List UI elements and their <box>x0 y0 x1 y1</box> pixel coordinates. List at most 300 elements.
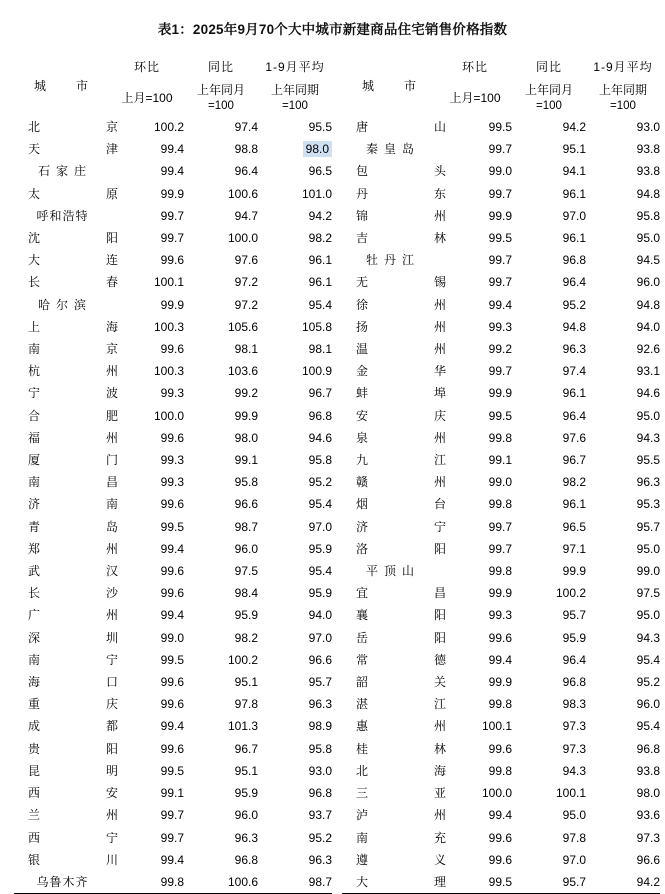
value-yoy: 95.1 <box>234 675 258 690</box>
value-yoy: 96.8 <box>234 852 258 867</box>
value-mom: 99.0 <box>488 475 512 490</box>
value-avg: 93.1 <box>636 364 660 379</box>
city-name-cell <box>342 205 461 227</box>
value-avg: 96.7 <box>308 386 332 401</box>
header-group-yoy-right: 同比 <box>535 60 562 74</box>
value-mom: 99.4 <box>160 541 184 556</box>
city-name-cell <box>14 493 133 515</box>
city-name: 乌鲁木齐 <box>36 874 89 889</box>
value-avg: 95.7 <box>308 675 332 690</box>
city-name-cell <box>14 249 133 271</box>
city-name-cell <box>342 471 461 493</box>
city-name: 大 连 <box>28 253 133 268</box>
header-sub-avg-right <box>586 80 660 116</box>
value-avg: 95.0 <box>636 231 660 246</box>
value-avg: 94.2 <box>586 871 660 894</box>
value-avg: 95.0 <box>636 541 660 556</box>
table-header-groups <box>14 54 332 80</box>
value-avg: 94.3 <box>636 430 660 445</box>
value-mom: 99.4 <box>160 142 184 157</box>
table-row <box>14 649 332 671</box>
city-name-cell <box>14 649 133 671</box>
city-name: 秦皇岛 <box>365 142 420 157</box>
city-name: 北 海 <box>356 763 461 778</box>
value-mom: 100.0 <box>481 786 512 801</box>
city-name-cell <box>342 560 438 582</box>
city-name: 无 锡 <box>356 275 461 290</box>
table-row <box>14 116 332 138</box>
city-name-cell <box>342 760 461 782</box>
price-table-right <box>342 54 660 894</box>
value-mom: 100.0 <box>153 408 184 423</box>
city-name: 郑 州 <box>28 541 133 556</box>
value-mom: 99.5 <box>438 871 512 894</box>
table-row <box>342 693 660 715</box>
value-avg: 95.4 <box>308 297 332 312</box>
table-row <box>342 871 660 894</box>
value-avg: 96.6 <box>636 852 660 867</box>
value-yoy: 99.9 <box>562 564 586 579</box>
city-name: 温 州 <box>356 342 461 357</box>
value-mom: 99.5 <box>160 519 184 534</box>
table-row <box>342 827 660 849</box>
header-sub-yoy-line1-right: 上年同月 <box>524 83 573 97</box>
city-name: 海 口 <box>28 675 133 690</box>
table-row <box>342 183 660 205</box>
value-avg: 95.4 <box>308 564 332 579</box>
value-avg: 96.0 <box>636 697 660 712</box>
table-row <box>14 338 332 360</box>
table-row <box>14 827 332 849</box>
table-row <box>342 360 660 382</box>
value-yoy: 96.1 <box>562 497 586 512</box>
city-name-cell <box>14 804 133 826</box>
value-mom: 99.9 <box>488 675 512 690</box>
table-row <box>342 427 660 449</box>
city-name: 三 亚 <box>356 786 461 801</box>
value-avg: 94.6 <box>636 386 660 401</box>
city-name-cell <box>342 693 461 715</box>
value-mom: 99.6 <box>488 741 512 756</box>
city-name: 烟 台 <box>356 497 461 512</box>
value-avg <box>258 138 332 160</box>
city-name: 哈尔滨 <box>37 297 92 312</box>
city-name: 韶 关 <box>356 675 461 690</box>
table-row <box>14 427 332 449</box>
city-name: 泸 州 <box>356 808 461 823</box>
table-row <box>342 715 660 737</box>
city-name-cell <box>14 560 133 582</box>
value-mom: 99.0 <box>160 630 184 645</box>
city-name: 吉 林 <box>356 231 461 246</box>
value-yoy: 95.1 <box>562 142 586 157</box>
value-mom: 99.4 <box>160 608 184 623</box>
city-name: 长 沙 <box>28 586 133 601</box>
value-mom: 99.6 <box>160 497 184 512</box>
value-avg: 96.6 <box>308 652 332 667</box>
city-name: 锦 州 <box>356 208 461 223</box>
value-avg: 94.8 <box>636 186 660 201</box>
value-mom: 99.5 <box>160 763 184 778</box>
value-avg: 96.8 <box>308 786 332 801</box>
value-avg: 105.8 <box>301 319 332 334</box>
city-name-cell <box>14 538 133 560</box>
value-yoy: 96.4 <box>562 275 586 290</box>
value-avg: 96.0 <box>636 275 660 290</box>
city-name-cell <box>14 760 133 782</box>
table-row <box>342 671 660 693</box>
value-yoy: 101.3 <box>227 719 258 734</box>
value-mom: 99.3 <box>488 608 512 623</box>
city-name: 银 川 <box>28 852 133 867</box>
city-name: 青 岛 <box>28 519 133 534</box>
header-sub-avg-line1-left: 上年同期 <box>270 83 319 97</box>
table-header-groups <box>342 54 660 80</box>
table-row <box>14 360 332 382</box>
value-avg: 92.6 <box>636 342 660 357</box>
value-yoy: 97.8 <box>562 830 586 845</box>
table-row <box>342 538 660 560</box>
value-yoy: 100.1 <box>555 786 586 801</box>
header-sub-yoy-line2-right: =100 <box>536 100 562 112</box>
value-mom: 99.4 <box>488 297 512 312</box>
value-mom: 99.7 <box>488 186 512 201</box>
value-mom: 99.9 <box>488 586 512 601</box>
value-avg: 96.5 <box>308 164 332 179</box>
city-name: 惠 州 <box>356 719 461 734</box>
value-mom: 99.6 <box>160 564 184 579</box>
table-row <box>14 760 332 782</box>
table-row <box>342 160 660 182</box>
value-mom: 99.8 <box>488 564 512 579</box>
city-name-cell <box>342 804 461 826</box>
value-avg: 95.9 <box>308 541 332 556</box>
header-group-avg-right: 1-9月平均 <box>593 60 653 74</box>
value-mom: 99.9 <box>488 386 512 401</box>
value-mom: 99.8 <box>110 871 184 894</box>
value-avg: 95.5 <box>308 120 332 134</box>
value-yoy: 97.6 <box>562 430 586 445</box>
city-name-cell <box>14 338 133 360</box>
value-yoy: 96.1 <box>562 186 586 201</box>
city-name: 扬 州 <box>356 319 461 334</box>
header-group-mom-right: 环比 <box>461 60 488 74</box>
city-name-cell <box>14 693 133 715</box>
city-name: 上 海 <box>28 319 133 334</box>
value-mom: 100.1 <box>153 275 184 290</box>
city-name-cell <box>342 449 461 471</box>
value-avg: 101.0 <box>301 186 332 201</box>
value-mom: 99.4 <box>160 719 184 734</box>
table-row <box>14 449 332 471</box>
value-yoy: 97.2 <box>234 275 258 290</box>
value-yoy: 99.1 <box>234 453 258 468</box>
table-row <box>14 183 332 205</box>
value-yoy: 96.8 <box>562 675 586 690</box>
value-mom: 99.7 <box>488 275 512 290</box>
value-avg: 96.8 <box>636 741 660 756</box>
value-mom: 99.0 <box>488 164 512 179</box>
value-yoy: 96.1 <box>562 386 586 401</box>
value-yoy: 96.1 <box>562 231 586 246</box>
city-name: 襄 阳 <box>356 608 461 623</box>
city-name-cell <box>14 271 133 293</box>
value-yoy: 96.4 <box>234 164 258 179</box>
table-row <box>342 405 660 427</box>
city-name: 沈 阳 <box>28 231 133 246</box>
city-name-cell <box>342 227 461 249</box>
value-mom: 99.6 <box>160 697 184 712</box>
value-avg: 96.8 <box>308 408 332 423</box>
table-row <box>342 493 660 515</box>
city-name-cell <box>342 338 461 360</box>
city-name: 徐 州 <box>356 297 461 312</box>
value-mom: 99.7 <box>488 541 512 556</box>
value-yoy: 98.7 <box>234 519 258 534</box>
value-avg: 94.5 <box>636 253 660 268</box>
city-name: 平顶山 <box>365 564 420 579</box>
value-avg: 95.4 <box>636 719 660 734</box>
header-sub-yoy-line2-left: =100 <box>208 100 234 112</box>
value-yoy: 100.6 <box>184 871 258 894</box>
value-yoy: 97.6 <box>234 253 258 268</box>
city-name-cell <box>342 782 461 804</box>
city-name: 唐 山 <box>356 120 461 134</box>
header-city-left: 城 市 <box>33 78 90 93</box>
header-group-yoy-left: 同比 <box>207 60 234 74</box>
city-name: 成 都 <box>28 719 133 734</box>
table-row <box>14 738 332 760</box>
value-mom: 99.9 <box>488 208 512 223</box>
city-name: 岳 阳 <box>356 630 461 645</box>
city-name: 武 汉 <box>28 564 133 579</box>
city-name: 南 京 <box>28 342 133 357</box>
highlighted-value: 98.0 <box>303 141 332 157</box>
table-row <box>14 249 332 271</box>
value-avg: 99.0 <box>636 564 660 579</box>
city-name-cell <box>342 827 461 849</box>
value-yoy: 96.5 <box>562 519 586 534</box>
value-mom: 99.3 <box>160 475 184 490</box>
value-yoy: 103.6 <box>227 364 258 379</box>
value-mom: 99.8 <box>488 697 512 712</box>
value-yoy: 96.6 <box>234 497 258 512</box>
city-name-cell <box>14 671 133 693</box>
value-avg: 93.8 <box>636 763 660 778</box>
value-mom: 99.4 <box>160 852 184 867</box>
table-row <box>14 471 332 493</box>
price-index-tables <box>14 54 660 894</box>
city-name-cell <box>14 738 133 760</box>
city-name: 安 庆 <box>356 408 461 423</box>
city-name-cell <box>14 827 133 849</box>
value-mom: 99.2 <box>488 342 512 357</box>
table-row <box>14 405 332 427</box>
city-name-cell <box>14 449 133 471</box>
table-row <box>14 382 332 404</box>
value-mom: 99.8 <box>488 497 512 512</box>
city-name: 西 安 <box>28 786 133 801</box>
value-yoy: 98.0 <box>234 430 258 445</box>
city-name: 石家庄 <box>37 164 92 179</box>
table-row <box>14 871 332 894</box>
value-mom: 99.9 <box>160 186 184 201</box>
value-avg: 96.1 <box>308 253 332 268</box>
value-avg: 96.3 <box>636 475 660 490</box>
city-name: 福 州 <box>28 430 133 445</box>
table-row <box>14 138 332 160</box>
value-avg: 97.0 <box>308 630 332 645</box>
value-yoy: 99.2 <box>234 386 258 401</box>
value-avg: 97.5 <box>636 586 660 601</box>
value-yoy: 96.0 <box>234 808 258 823</box>
table-row <box>342 338 660 360</box>
city-name: 济 南 <box>28 497 133 512</box>
value-mom: 99.4 <box>488 808 512 823</box>
city-name-cell <box>14 427 133 449</box>
value-yoy: 94.7 <box>234 208 258 223</box>
header-sub-yoy-left <box>184 80 258 116</box>
value-yoy: 95.8 <box>234 475 258 490</box>
city-name: 兰 州 <box>28 808 133 823</box>
value-mom: 99.6 <box>488 830 512 845</box>
price-table-left <box>14 54 332 894</box>
table-row <box>14 560 332 582</box>
value-mom: 99.1 <box>160 786 184 801</box>
city-name: 大 理 <box>356 874 461 889</box>
table-row <box>14 516 332 538</box>
value-avg: 96.3 <box>308 697 332 712</box>
value-yoy: 98.2 <box>562 475 586 490</box>
value-mom: 99.7 <box>488 519 512 534</box>
header-sub-yoy-right <box>512 80 586 116</box>
header-sub-avg-line2-left: =100 <box>282 100 308 112</box>
table-row <box>14 782 332 804</box>
value-avg: 93.0 <box>308 763 332 778</box>
table-row <box>342 382 660 404</box>
table-row <box>342 582 660 604</box>
value-yoy: 97.4 <box>562 364 586 379</box>
value-mom: 99.3 <box>160 386 184 401</box>
table-row <box>342 227 660 249</box>
value-yoy: 97.5 <box>234 564 258 579</box>
value-mom: 100.3 <box>153 319 184 334</box>
table-row <box>342 249 660 271</box>
city-name-cell <box>342 649 461 671</box>
value-avg: 98.1 <box>308 342 332 357</box>
table-row <box>14 316 332 338</box>
header-sub-avg-line1-right: 上年同期 <box>598 83 647 97</box>
table-row <box>342 804 660 826</box>
value-avg: 95.0 <box>636 408 660 423</box>
value-yoy: 98.4 <box>234 586 258 601</box>
city-name-cell <box>342 360 461 382</box>
value-avg: 93.8 <box>636 164 660 179</box>
header-group-mom-left: 环比 <box>133 60 160 74</box>
city-name-cell <box>14 627 133 649</box>
city-name-cell <box>14 715 133 737</box>
value-avg: 95.0 <box>636 608 660 623</box>
value-yoy: 96.4 <box>562 652 586 667</box>
city-name: 西 宁 <box>28 830 133 845</box>
city-name: 赣 州 <box>356 475 461 490</box>
value-yoy: 100.2 <box>227 652 258 667</box>
table-row <box>342 471 660 493</box>
table-row <box>14 271 332 293</box>
value-avg: 100.9 <box>301 364 332 379</box>
city-name-cell <box>14 516 133 538</box>
city-name-cell <box>342 271 461 293</box>
city-name: 洛 阳 <box>356 541 461 556</box>
city-name-cell <box>342 871 461 894</box>
value-yoy: 96.8 <box>562 253 586 268</box>
header-sub-mom-line1-left: 上月=100 <box>121 91 173 105</box>
header-sub-avg-line2-right: =100 <box>610 100 636 112</box>
value-mom: 99.8 <box>488 430 512 445</box>
value-yoy: 97.3 <box>562 719 586 734</box>
table-row <box>14 849 332 871</box>
city-name: 合 肥 <box>28 408 133 423</box>
value-yoy: 97.3 <box>562 741 586 756</box>
city-name: 泉 州 <box>356 430 461 445</box>
city-name: 湛 江 <box>356 697 461 712</box>
value-avg: 93.6 <box>636 808 660 823</box>
value-avg: 94.8 <box>636 297 660 312</box>
table-row <box>14 693 332 715</box>
city-name-cell <box>342 582 461 604</box>
table-row <box>14 493 332 515</box>
city-name-cell <box>342 715 461 737</box>
value-yoy: 95.2 <box>562 297 586 312</box>
value-yoy: 95.9 <box>234 608 258 623</box>
value-mom: 99.7 <box>160 808 184 823</box>
value-yoy: 95.7 <box>562 608 586 623</box>
value-yoy: 94.8 <box>562 319 586 334</box>
value-mom: 99.8 <box>488 763 512 778</box>
city-name-cell <box>14 582 133 604</box>
value-yoy: 98.8 <box>234 142 258 157</box>
value-avg: 95.8 <box>308 741 332 756</box>
table-body-left <box>14 116 332 894</box>
value-avg: 93.0 <box>636 120 660 134</box>
value-yoy: 98.3 <box>562 697 586 712</box>
value-yoy: 96.7 <box>234 741 258 756</box>
city-name: 遵 义 <box>356 852 461 867</box>
value-avg: 95.8 <box>636 208 660 223</box>
city-name-cell <box>14 160 110 182</box>
value-yoy: 97.0 <box>562 852 586 867</box>
table-row <box>14 582 332 604</box>
value-mom: 99.6 <box>160 675 184 690</box>
value-yoy: 95.1 <box>234 763 258 778</box>
city-name-cell <box>342 671 461 693</box>
value-avg: 95.2 <box>636 675 660 690</box>
value-mom: 99.5 <box>488 120 512 134</box>
value-mom: 99.6 <box>160 342 184 357</box>
value-avg: 95.3 <box>636 497 660 512</box>
value-avg: 95.4 <box>308 497 332 512</box>
city-name-cell <box>14 782 133 804</box>
value-avg: 98.9 <box>308 719 332 734</box>
header-sub-mom-line1-right: 上月=100 <box>449 91 501 105</box>
value-avg: 97.3 <box>636 830 660 845</box>
value-mom: 99.6 <box>488 630 512 645</box>
value-yoy: 100.0 <box>227 231 258 246</box>
value-yoy: 97.0 <box>562 208 586 223</box>
value-avg: 98.2 <box>308 231 332 246</box>
value-avg: 96.3 <box>308 852 332 867</box>
value-mom: 99.5 <box>160 652 184 667</box>
